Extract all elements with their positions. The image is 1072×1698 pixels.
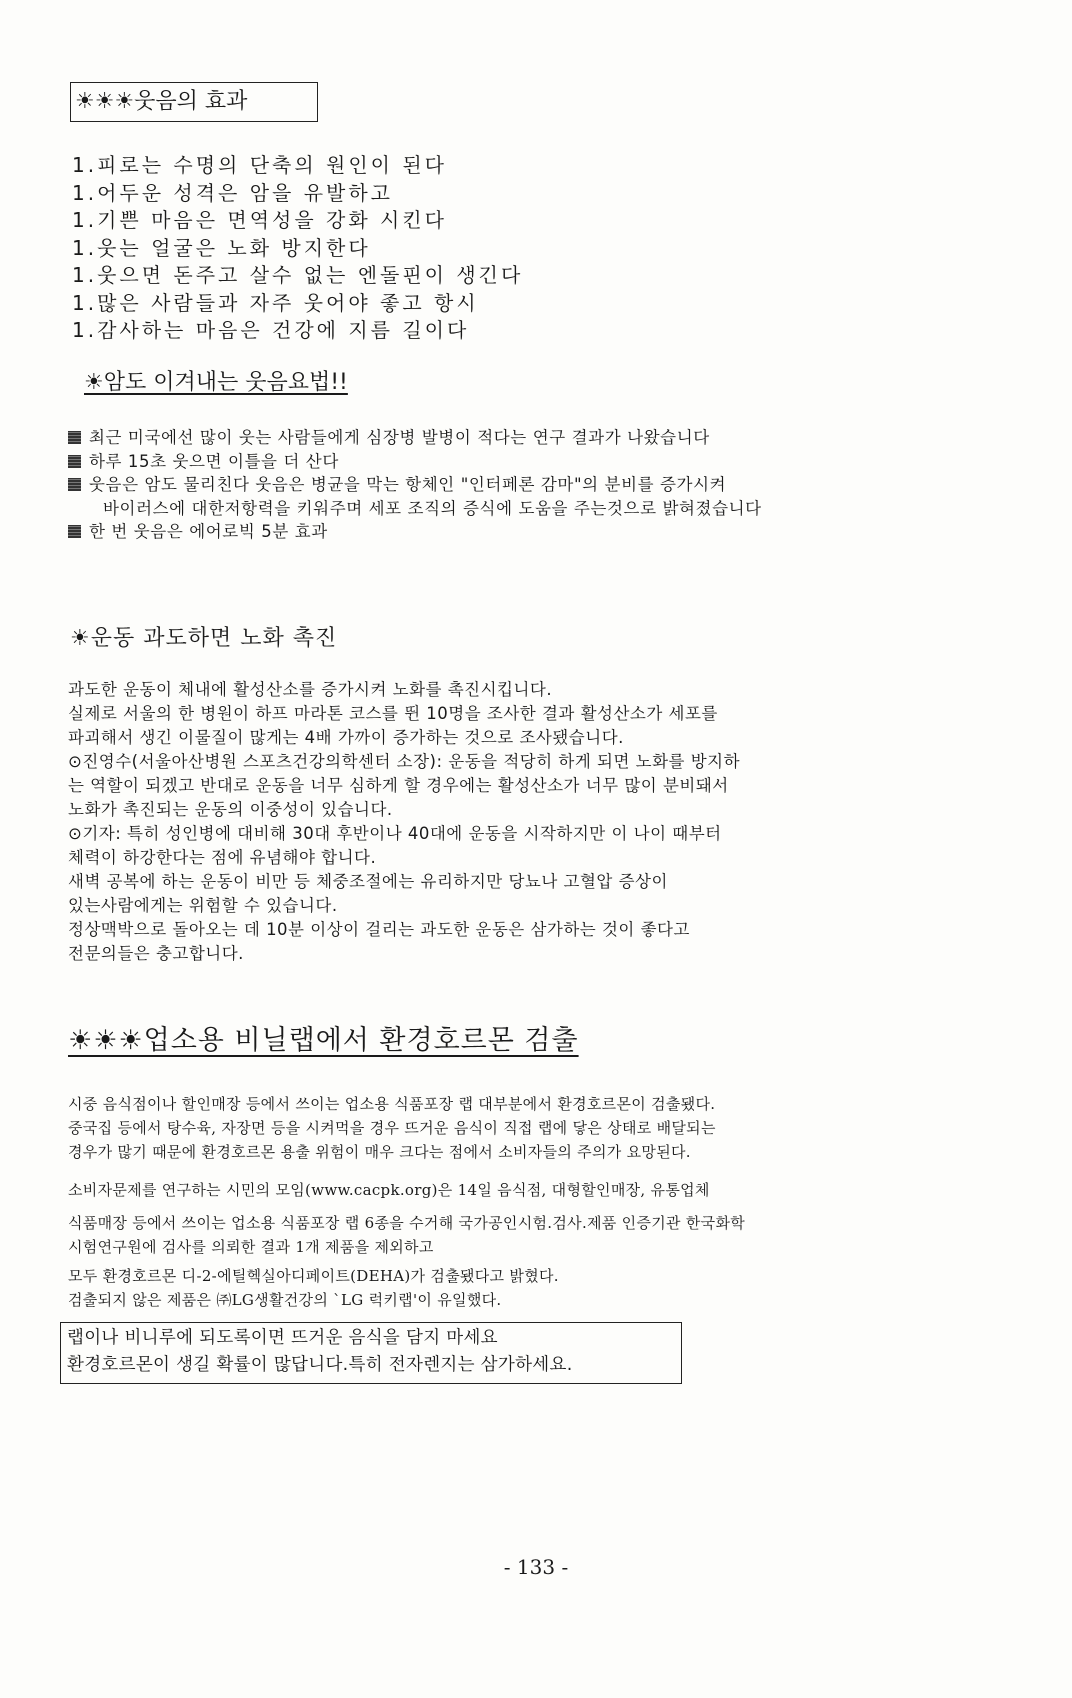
laughter-therapy-bullets xyxy=(68,426,762,544)
bullet-text: 웃음은 암도 물리친다 웃음은 병균을 막는 항체인 "인터페론 감마"의 분비를 증가시켜 xyxy=(89,475,727,494)
text-line: 있는사람에게는 위험할 수 있습니다. xyxy=(68,896,338,915)
text-line: 시험연구원에 검사를 의뢰한 결과 1개 제품을 제외하고 xyxy=(68,1238,434,1256)
section-environmental-hormone-title: ☀☀☀업소용 비닐랩에서 환경호르몬 검출 xyxy=(68,1025,579,1056)
square-bullet-icon xyxy=(68,478,81,491)
text-line: 는 역할이 되겠고 반대로 운동을 너무 심하게 할 경우에는 활성산소가 너무 많이 분비돼서 xyxy=(68,776,729,795)
square-bullet-icon xyxy=(68,431,81,444)
bullet-text: 최근 미국에선 많이 웃는 사람들에게 심장병 발병이 적다는 연구 결과가 나왔습니다 xyxy=(89,428,710,447)
section-laughter-effects-title: ☀☀☀웃음의 효과 xyxy=(70,82,318,122)
hormone-paragraph-3 xyxy=(68,1211,745,1259)
text-line: 과도한 운동이 체내에 활성산소를 증가시켜 노화를 촉진시킵니다. xyxy=(68,680,553,699)
list-item: 1.웃는 얼굴은 노화 방지한다 xyxy=(72,235,371,260)
page-number: - 133 - xyxy=(503,1555,569,1579)
text-line: 정상맥박으로 돌아오는 데 10분 이상이 걸리는 과도한 운동은 삼가하는 것이 좋다고 xyxy=(68,920,690,939)
bullet-item xyxy=(68,450,762,474)
notice-line: 랩이나 비니루에 되도록이면 뜨거운 음식을 담지 마세요 xyxy=(67,1328,498,1348)
notice-line: 환경호르몬이 생길 확률이 많답니다.특히 전자렌지는 삼가하세요. xyxy=(67,1355,573,1375)
square-bullet-icon xyxy=(68,525,81,538)
bullet-item xyxy=(68,473,762,497)
text-line: ⊙진영수(서울아산병원 스포츠건강의학센터 소장): 운동을 적당히 하게 되면 노화를 방지하 xyxy=(68,752,741,771)
exercise-paragraph xyxy=(68,678,740,966)
list-item: 1.감사하는 마음은 건강에 지름 길이다 xyxy=(72,318,470,342)
laughter-effects-list xyxy=(72,152,523,345)
text-line: 소비자문제를 연구하는 시민의 모임(www.cacpk.org)은 14일 음식점, 대형할인매장, 유통업체 xyxy=(68,1181,710,1199)
text-line: 경우가 많기 때문에 환경호르몬 용출 위험이 매우 크다는 점에서 소비자들의 주의가 요망된다. xyxy=(68,1143,691,1161)
bullet-continuation: 바이러스에 대한저항력을 키워주며 세포 조직의 증식에 도움을 주는것으로 밝혀졌습니다 xyxy=(103,498,762,518)
text-line: 실제로 서울의 한 병원이 하프 마라톤 코스를 뛴 10명을 조사한 결과 활성산소가 세포를 xyxy=(68,704,718,723)
list-item: 1.기쁜 마음은 면역성을 강화 시킨다 xyxy=(72,208,447,232)
text-line: ⊙기자: 특히 성인병에 대비해 30대 후반이나 40대에 운동을 시작하지만 이 나이 때부터 xyxy=(68,824,722,843)
square-bullet-icon xyxy=(68,455,81,468)
hormone-paragraph-2 xyxy=(68,1178,710,1202)
bullet-item xyxy=(68,426,762,450)
text-line: 새벽 공복에 하는 운동이 비만 등 체중조절에는 유리하지만 당뇨나 고혈압 증상이 xyxy=(68,872,668,891)
text-line: 중국집 등에서 탕수육, 자장면 등을 시켜먹을 경우 뜨거운 음식이 직접 랩에 닿은 상태로 배달되는 xyxy=(68,1119,716,1137)
text-line: 시중 음식점이나 할인매장 등에서 쓰이는 업소용 식품포장 랩 대부분에서 환경호르몬이 검출됐다. xyxy=(68,1095,716,1113)
hormone-paragraph-1 xyxy=(68,1092,716,1164)
text-line: 노화가 촉진되는 운동의 이중성이 있습니다. xyxy=(68,800,393,819)
section-laughter-therapy-title: ☀암도 이겨내는 웃음요법!! xyxy=(84,370,348,395)
bullet-text: 하루 15초 웃으면 이틀을 더 산다 xyxy=(89,451,339,471)
list-item: 1.피로는 수명의 단축의 원인이 된다 xyxy=(72,153,447,177)
bullet-text: 한 번 웃음은 에어로빅 5분 효과 xyxy=(89,522,328,541)
section-exercise-title: ☀운동 과도하면 노화 촉진 xyxy=(70,626,338,651)
text-line: 식품매장 등에서 쓰이는 업소용 식품포장 랩 6종을 수거해 국가공인시험.검사.제품 인증기관 한국화학 xyxy=(68,1214,746,1232)
text-line: 파괴해서 생긴 이물질이 많게는 4배 가까이 증가하는 것으로 조사됐습니다. xyxy=(68,728,624,747)
bullet-item xyxy=(68,520,762,544)
list-item: 1.어두운 성격은 암을 유발하고 xyxy=(72,180,393,205)
text-line: 검출되지 않은 제품은 ㈜LG생활건강의 `LG 럭키랩'이 유일했다. xyxy=(68,1291,502,1309)
text-line: 체력이 하강한다는 점에 유념해야 합니다. xyxy=(68,848,377,867)
list-item: 1.웃으면 돈주고 살수 없는 엔돌핀이 생긴다 xyxy=(72,263,524,287)
text-line: 전문의들은 충고합니다. xyxy=(68,944,244,963)
notice-box xyxy=(60,1322,682,1384)
hormone-paragraph-4 xyxy=(68,1264,559,1312)
list-item: 1.많은 사람들과 자주 웃어야 좋고 항시 xyxy=(72,290,479,315)
text-line: 모두 환경호르몬 디-2-에틸헥실아디페이트(DEHA)가 검출됐다고 밝혔다. xyxy=(68,1267,559,1285)
